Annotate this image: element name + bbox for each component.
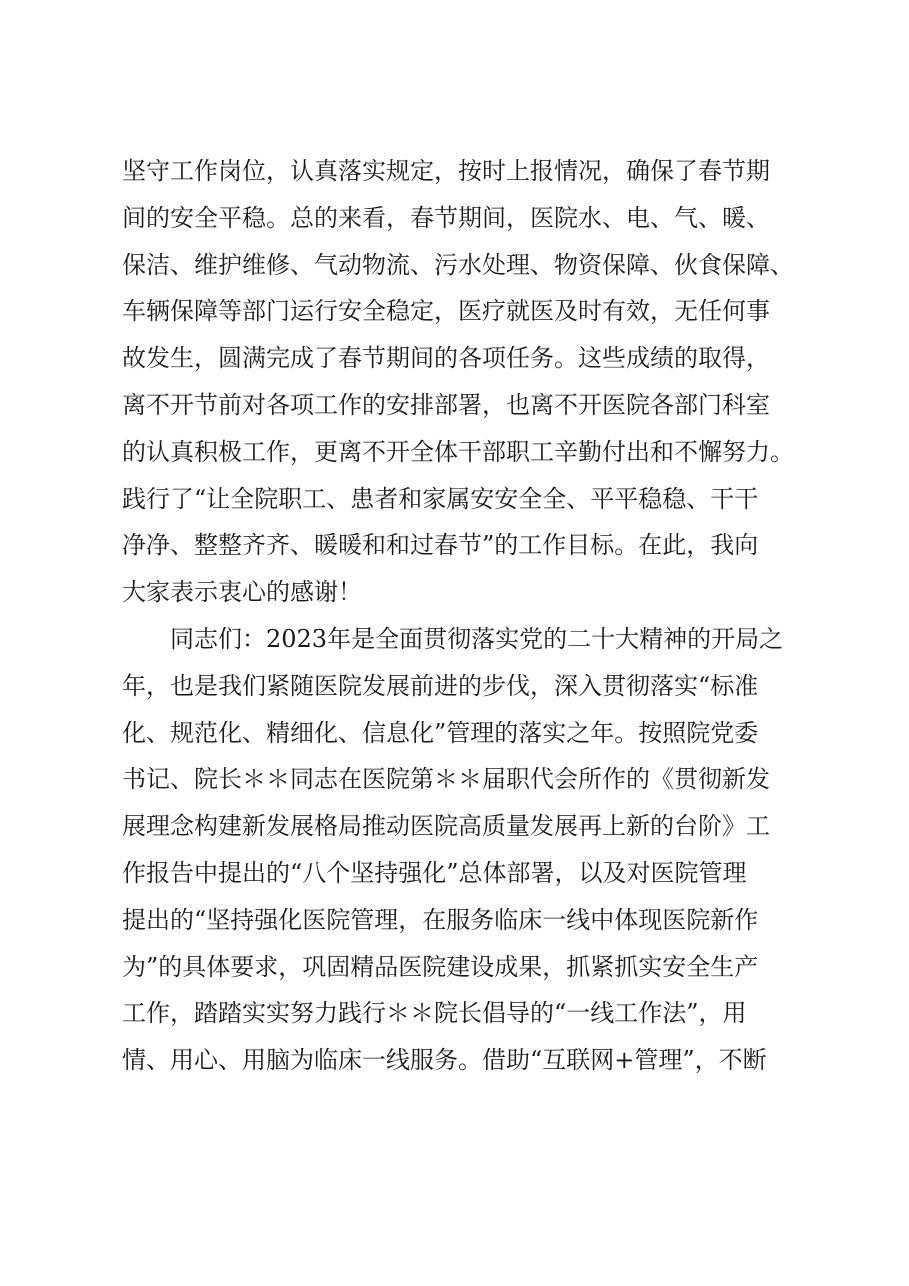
text-line: 书记、院长＊＊同志在医院第＊＊届职代会所作的《贯彻新发 bbox=[122, 765, 770, 794]
paragraph-start-line: 同志们：2023年是全面贯彻落实党的二十大精神的开局之 bbox=[170, 624, 784, 653]
text-line: 大家表示衷心的感谢！ bbox=[122, 578, 362, 607]
document-body bbox=[122, 148, 822, 1084]
text-line: 离不开节前对各项工作的安排部署，也离不开医院各部门科室 bbox=[122, 390, 770, 419]
text-line: 保洁、维护维修、气动物流、污水处理、物资保障、伙食保障、 bbox=[122, 250, 794, 279]
text-line: 践行了“让全院职工、患者和家属安安全全、平平稳稳、干干 bbox=[122, 484, 759, 513]
text-line: 情、用心、用脑为临床一线服务。借助“互联网+管理”，不断 bbox=[122, 1046, 767, 1075]
text-line: 间的安全平稳。总的来看，春节期间，医院水、电、气、暖、 bbox=[122, 203, 770, 232]
text-line: 坚守工作岗位，认真落实规定，按时上报情况，确保了春节期 bbox=[122, 157, 770, 185]
text-line: 的认真积极工作，更离不开全体干部职工辛勤付出和不懈努力。 bbox=[122, 437, 794, 466]
text-line: 化、规范化、精细化、信息化”管理的落实之年。按照院党委 bbox=[122, 718, 759, 747]
text-line: 展理念构建新发展格局推动医院高质量发展再上新的台阶》工 bbox=[122, 812, 770, 841]
text-line: 为”的具体要求，巩固精品医院建设成果，抓紧抓实安全生产 bbox=[122, 952, 759, 981]
text-line: 工作，踏踏实实努力践行＊＊院长倡导的“一线工作法”，用 bbox=[122, 999, 747, 1028]
text-line: 故发生，圆满完成了春节期间的各项任务。这些成绩的取得， bbox=[122, 344, 770, 373]
text-line: 年，也是我们紧随医院发展前进的步伐，深入贯彻落实“标准 bbox=[122, 671, 759, 700]
text-line: 净净、整整齐齐、暖暖和和过春节”的工作目标。在此，我向 bbox=[122, 531, 759, 560]
text-line: 提出的“坚持强化医院管理，在服务临床一线中体现医院新作 bbox=[122, 905, 759, 934]
text-line: 车辆保障等部门运行安全稳定，医疗就医及时有效，无任何事 bbox=[122, 297, 770, 326]
text-line: 作报告中提出的“八个坚持强化”总体部署，以及对医院管理 bbox=[122, 858, 747, 887]
